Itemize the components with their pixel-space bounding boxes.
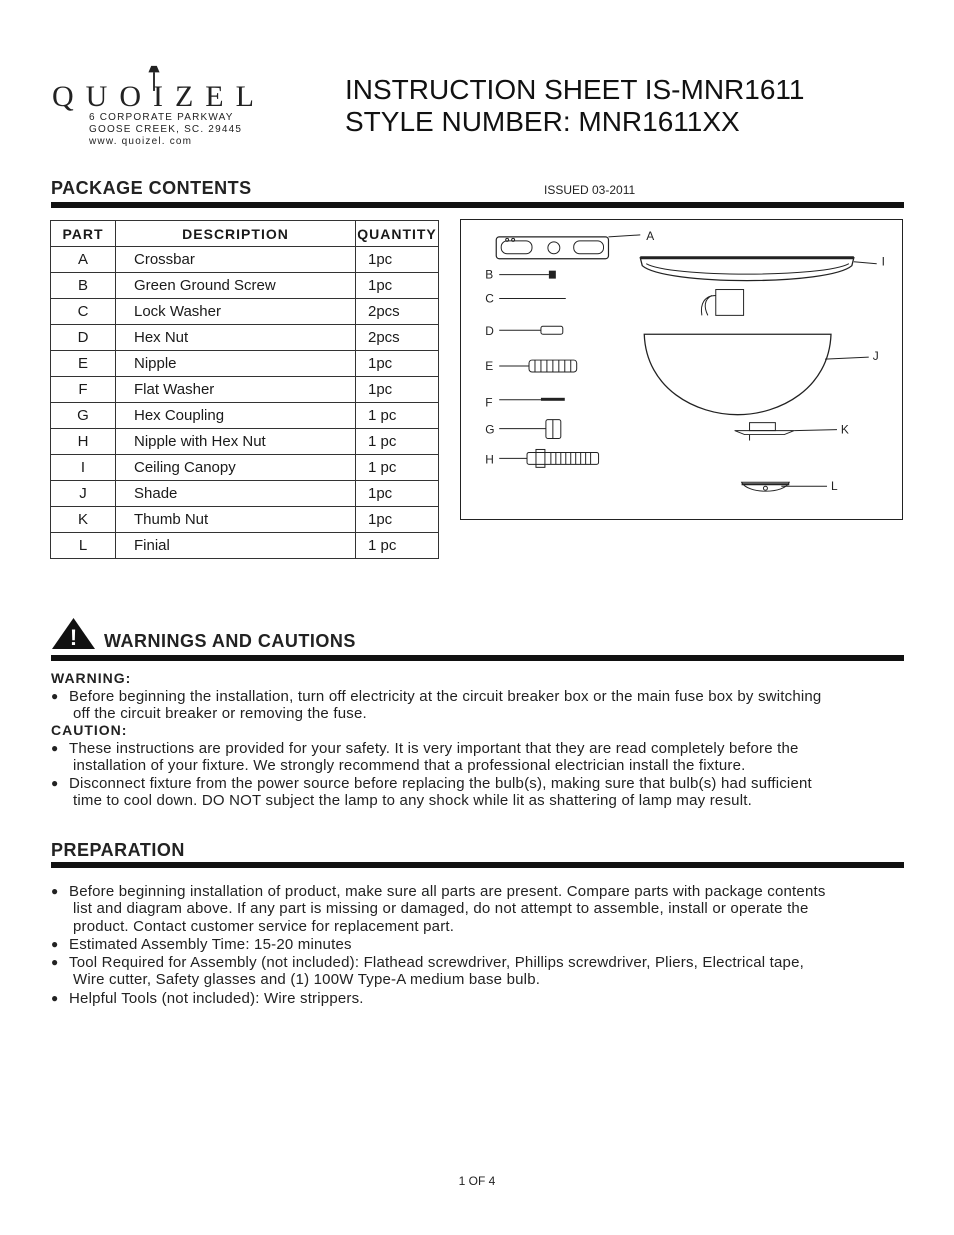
- part-description: Green Ground Screw: [116, 273, 356, 299]
- preparation-item: ● Tool Required for Assembly (not included): Flathead screwdriver, Phillips screwdriver, Pliers, Electrical tape, Wire cutter, Safety glasses and (1) 100W Type-A medium base bulb.: [51, 954, 804, 989]
- part-quantity: 2pcs: [356, 325, 439, 351]
- part-description: Nipple with Hex Nut: [116, 429, 356, 455]
- part-quantity: 1 pc: [356, 403, 439, 429]
- bullet-icon: ●: [51, 937, 59, 951]
- part-letter: K: [51, 507, 116, 533]
- diagram-label-b: B: [485, 267, 494, 282]
- issued-date: ISSUED 03-2011: [544, 183, 636, 197]
- part-quantity: 1 pc: [356, 429, 439, 455]
- column-header-description: DESCRIPTION: [116, 221, 356, 247]
- part-letter: H: [51, 429, 116, 455]
- part-letter: J: [51, 481, 116, 507]
- caution-label: CAUTION:: [51, 722, 128, 738]
- diagram-label-e: E: [485, 358, 494, 373]
- preparation-heading: PREPARATION: [51, 840, 185, 860]
- instruction-sheet-title: INSTRUCTION SHEET IS-MNR1611: [345, 74, 805, 105]
- part-letter: E: [51, 351, 116, 377]
- part-description: Ceiling Canopy: [116, 455, 356, 481]
- part-quantity: 2pcs: [356, 299, 439, 325]
- preparation-item: ● Before beginning installation of product, make sure all parts are present. Compare parts with package contents list and diagram above. If any part is missing or damaged, do not attempt to assemble, install or operate the product. Contact customer service for replacement part.: [51, 883, 826, 935]
- caution-item: ● These instructions are provided for your safety. It is very important that they are read completely before the installation of your fixture. We strongly recommend that a professional electrician install the fixture.: [51, 740, 799, 775]
- diagram-label-f: F: [485, 395, 493, 410]
- table-row: [51, 273, 439, 299]
- parts-diagram: [460, 219, 903, 520]
- table-row: [51, 455, 439, 481]
- part-description: Thumb Nut: [116, 507, 356, 533]
- bullet-icon: ●: [51, 741, 59, 755]
- part-description: Finial: [116, 533, 356, 559]
- table-row: [51, 403, 439, 429]
- brand-logo: QUOIZEL: [52, 80, 266, 113]
- table-row: [51, 325, 439, 351]
- bullet-icon: ●: [51, 776, 59, 790]
- diagram-label-j: J: [872, 349, 879, 364]
- part-description: Shade: [116, 481, 356, 507]
- bullet-icon: ●: [51, 884, 59, 898]
- part-quantity: 1 pc: [356, 533, 439, 559]
- shade-drawing: [644, 334, 868, 414]
- warning-item: ● Before beginning the installation, turn off electricity at the circuit breaker box or the main fuse box by switching off the circuit breaker or removing the fuse.: [51, 688, 822, 723]
- finial-drawing: [742, 482, 827, 491]
- part-letter: G: [51, 403, 116, 429]
- diagram-label-d: D: [485, 324, 494, 339]
- preparation-item: ● Helpful Tools (not included): Wire strippers.: [51, 990, 364, 1007]
- table-row: [51, 351, 439, 377]
- part-description: Hex Nut: [116, 325, 356, 351]
- caution-item: ● Disconnect fixture from the power source before replacing the bulb(s), making sure that bulb(s) had sufficient time to cool down. DO NOT subject the lamp to any shock while lit as shattering of lamp may result.: [51, 775, 812, 810]
- table-row: [51, 533, 439, 559]
- package-contents-heading: PACKAGE CONTENTS: [51, 178, 252, 198]
- part-quantity: 1pc: [356, 351, 439, 377]
- part-quantity: 1 pc: [356, 455, 439, 481]
- part-description: Lock Washer: [116, 299, 356, 325]
- crossbar-drawing: [496, 235, 640, 259]
- section-divider: [51, 862, 904, 868]
- table-row: [51, 247, 439, 273]
- part-description: Hex Coupling: [116, 403, 356, 429]
- part-description: Nipple: [116, 351, 356, 377]
- column-header-quantity: QUANTITY: [356, 221, 439, 247]
- svg-text:!: !: [69, 625, 78, 650]
- diagram-label-l: L: [831, 479, 838, 494]
- address-line-2: GOOSE CREEK, SC. 29445: [89, 124, 243, 135]
- ceiling-canopy-drawing: [640, 258, 876, 316]
- diagram-label-c: C: [485, 291, 494, 306]
- part-quantity: 1pc: [356, 273, 439, 299]
- diagram-label-h: H: [485, 452, 494, 467]
- part-letter: F: [51, 377, 116, 403]
- part-letter: D: [51, 325, 116, 351]
- preparation-item: ● Estimated Assembly Time: 15-20 minutes: [51, 936, 352, 953]
- part-letter: L: [51, 533, 116, 559]
- part-quantity: 1pc: [356, 247, 439, 273]
- style-number-title: STYLE NUMBER: MNR1611XX: [345, 106, 740, 137]
- part-quantity: 1pc: [356, 481, 439, 507]
- bullet-icon: ●: [51, 955, 59, 969]
- column-header-part: PART: [51, 221, 116, 247]
- address-line-1: 6 CORPORATE PARKWAY: [89, 112, 234, 123]
- part-letter: I: [51, 455, 116, 481]
- parts-table: [50, 220, 439, 559]
- table-header-row: [51, 221, 439, 247]
- bullet-icon: ●: [51, 991, 59, 1005]
- warnings-heading: WARNINGS AND CAUTIONS: [104, 631, 356, 651]
- diagram-label-i: I: [881, 254, 885, 269]
- diagram-label-k: K: [840, 422, 849, 437]
- table-row: [51, 507, 439, 533]
- table-row: [51, 481, 439, 507]
- section-divider: [51, 655, 904, 661]
- part-quantity: 1pc: [356, 507, 439, 533]
- part-quantity: 1pc: [356, 377, 439, 403]
- page-number: 1 OF 4: [458, 1174, 496, 1188]
- table-row: [51, 377, 439, 403]
- bullet-icon: ●: [51, 689, 59, 703]
- table-row: [51, 429, 439, 455]
- warning-label: WARNING:: [51, 670, 132, 686]
- part-letter: A: [51, 247, 116, 273]
- part-description: Flat Washer: [116, 377, 356, 403]
- diagram-label-a: A: [646, 228, 655, 243]
- part-description: Crossbar: [116, 247, 356, 273]
- section-divider: [51, 202, 904, 208]
- warning-triangle-icon: [51, 617, 96, 650]
- thumb-nut-drawing: [735, 423, 837, 441]
- table-row: [51, 299, 439, 325]
- diagram-label-g: G: [485, 422, 495, 437]
- part-letter: B: [51, 273, 116, 299]
- website-link[interactable]: www. quoizel. com: [89, 136, 193, 147]
- part-letter: C: [51, 299, 116, 325]
